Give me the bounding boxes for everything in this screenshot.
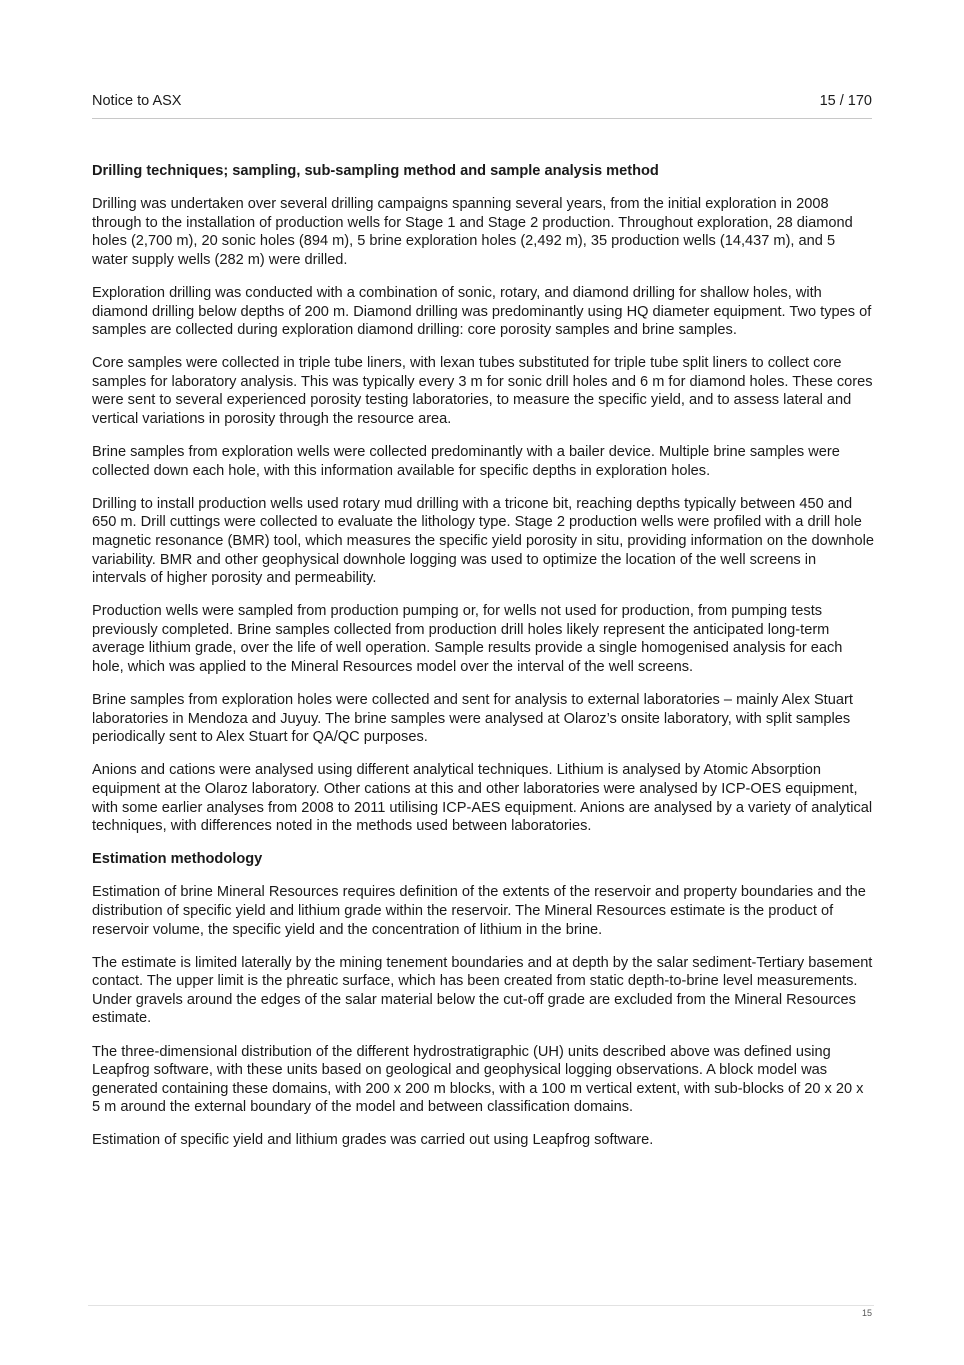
page-header (92, 92, 872, 119)
document-body (92, 162, 874, 1165)
paragraph: Anions and cations were analysed using different analytical techniques. Lithium is analysed by Atomic Absorption equipment at the Olaroz laboratory. Other cations at this and other laboratories were analysed by ICP-OES equipment, with some earlier analyses from 2008 to 2011 utilising ICP-AES equipment. Anions are analysed by a variety of analytical techniques, with differences noted in the methods used between laboratories. (92, 762, 873, 835)
paragraph: Brine samples from exploration holes were collected and sent for analysis to external laboratories – mainly Alex Stuart laboratories in Mendoza and Juyuy. The brine samples were analysed at Olaroz’s onsite laboratory, with split samples periodically sent to Alex Stuart for QA/QC purposes. (92, 692, 853, 746)
section-heading-estimation: Estimation methodology (92, 851, 263, 868)
paragraph: Exploration drilling was conducted with a combination of sonic, rotary, and diamond drilling for shallow holes, with diamond drilling below depths of 200 m. Diamond drilling was predominantly using HQ diameter equipment. Two types of samples are collected during exploration diamond drilling: core porosity samples and brine samples. (92, 284, 872, 339)
paragraph: Estimation of specific yield and lithium grades was carried out using Leapfrog software. (92, 1132, 654, 1149)
page-indicator: 15 / 170 (819, 93, 872, 109)
paragraph: Brine samples from exploration wells were collected predominantly with a bailer device. Multiple brine samples were collected down each hole, with this information available for specific depths in exploration holes. (92, 444, 840, 479)
paragraph: Drilling was undertaken over several drilling campaigns spanning several years, from the initial exploration in 2008 through to the installation of production wells for Stage 1 and Stage 2 production. Throughout exploration, 28 diamond holes (2,700 m), 20 sonic holes (894 m), 5 brine exploration holes (2,492 m), 35 production wells (14,437 m), and 5 water supply wells (282 m) were drilled. (92, 196, 853, 268)
footer-page-number: 15 (861, 1308, 872, 1318)
footer-divider (88, 1305, 874, 1306)
section-heading-drilling: Drilling techniques; sampling, sub-sampling method and sample analysis method (92, 163, 659, 179)
paragraph: Estimation of brine Mineral Resources requires definition of the extents of the reservoir and property boundaries and the distribution of specific yield and lithium grade within the reservoir. The Mineral Resources estimate is the product of reservoir volume, the specific yield and the concentration of lithium in the brine. (92, 884, 866, 938)
paragraph: The three-dimensional distribution of the different hydrostratigraphic (UH) units described above was defined using Leapfrog software, with these units based on geological and geophysical logging observations. A block model was generated containing these domains, with 200 x 200 m blocks, with a 100 m vertical extent, with sub-blocks of 20 x 20 x 5 m around the external boundary of the model and between classification domains. (92, 1043, 864, 1116)
paragraph: Core samples were collected in triple tube liners, with lexan tubes substituted for triple tube split liners to collect core samples for laboratory analysis. This was typically every 3 m for sonic drill holes and 6 m for diamond holes. These cores were sent to several experienced porosity testing laboratories, to measure the specific yield, and to assess lateral and vertical variations in porosity through the resource area. (92, 355, 873, 428)
paragraph: Production wells were sampled from production pumping or, for wells not used for production, from pumping tests previously completed. Brine samples collected from production drill holes likely represent the anticipated long-term average lithium grade, over the life of well operation. Sample results provide a single homogenised analysis for each hole, which was applied to the Mineral Resources model over the interval of the well screens. (92, 603, 843, 676)
document-title: Notice to ASX (92, 93, 182, 109)
paragraph: The estimate is limited laterally by the mining tenement boundaries and at depth by the salar sediment-Tertiary basement contact. The upper limit is the phreatic surface, which has been created from static depth-to-brine level measurements. Under gravels around the edges of the salar material below the cut-off grade are excluded from the Mineral Resources estimate. (92, 954, 873, 1027)
paragraph: Drilling to install production wells used rotary mud drilling with a tricone bit, reaching depths typically between 450 and 650 m. Drill cuttings were collected to evaluate the lithology type. Stage 2 production wells were profiled with a drill hole magnetic resonance (BMR) tool, which measures the specific yield porosity in situ, providing information on the downhole variability. BMR and other geophysical downhole logging was used to optimize the location of the well screens in intervals of higher porosity and permeability. (92, 495, 874, 587)
